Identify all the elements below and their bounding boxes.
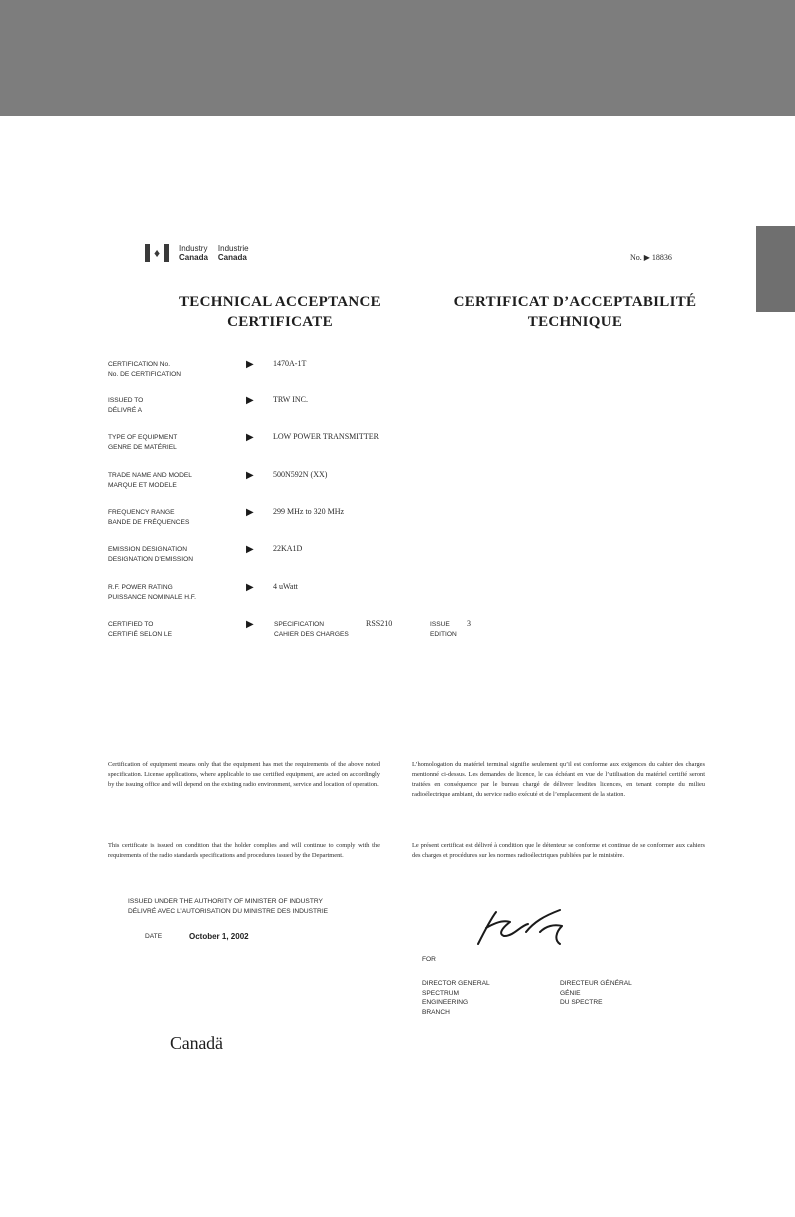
title-line: CERTIFICATE xyxy=(227,314,333,330)
field-label: CERTIFIED TO CERTIFIÉ SELON LE xyxy=(108,621,173,638)
paragraph-french-1: L’homologation du matériel terminal signifie seulement qu’il est conforme aux exigences du cahier des charges mentionné ci-dessus. Les demandes de licence, le cas échéant en vue de l’utilisation du matériel certifié seront traitées en conséquence par le bureau chargé de délivrer lesdites licences, en tenant compte du milieu radioélectrique ambiant, du service radio exécuté et de l’emplacement de la station. xyxy=(412,761,705,798)
field-label: TYPE OF EQUIPMENT GENRE DE MATÉRIEL xyxy=(108,434,178,451)
date-label: DATE xyxy=(145,933,163,940)
field-value: 1470A-1T xyxy=(273,359,307,368)
authority-line-fr: DÉLIVRÉ AVEC L’AUTORISATION DU MINISTRE DES INDUSTRIE xyxy=(128,908,329,915)
specification-value: RSS210 xyxy=(366,619,393,628)
field-value: 4 uWatt xyxy=(273,582,298,591)
field-label: TRADE NAME AND MODEL MARQUE ET MODELE xyxy=(108,472,192,489)
field-trade-name-model xyxy=(108,471,528,497)
paragraph-french-2: Le présent certificat est délivré à condition que le détenteur se conforme et continue de se conformer aux cahiers des charges et procédures sur les normes radioélectriques publiées par le ministère. xyxy=(412,842,705,859)
logo-word: Industrie xyxy=(217,244,249,253)
canada-flag-icon: ♦ xyxy=(145,244,169,262)
signature-image xyxy=(470,902,580,952)
title-line: TECHNICAL ACCEPTANCE xyxy=(178,294,381,310)
field-value: 500N592N (XX) xyxy=(273,470,328,479)
paragraph-english-2: This certificate is issued on condition that the holder complies and will continue to comply with the requirements of the radio standards specifications and procedures issued by the Department. xyxy=(108,842,380,859)
field-certification-number xyxy=(108,360,528,386)
field-rf-power-rating xyxy=(108,583,528,609)
arrow-icon: ▶ xyxy=(246,432,254,443)
arrow-icon: ▶ xyxy=(246,359,254,370)
top-gray-band xyxy=(0,0,795,116)
field-label: FREQUENCY RANGE BANDE DE FRÉQUENCES xyxy=(108,509,190,526)
side-section-tab xyxy=(756,226,795,312)
arrow-icon: ▶ xyxy=(246,507,254,518)
certificate-number: No. ▶ 18836 xyxy=(630,253,672,262)
canada-wordmark: Canadä xyxy=(170,1033,223,1053)
industry-canada-logo xyxy=(145,244,259,262)
title-english xyxy=(160,292,400,332)
field-frequency-range xyxy=(108,508,528,534)
arrow-icon: ▶ xyxy=(246,582,254,593)
field-label: ISSUED TO DÉLIVRÉ A xyxy=(108,397,144,414)
field-label: EMISSION DESIGNATION DESIGNATION D'EMISSION xyxy=(108,546,194,563)
issue-label: ISSUE EDITION xyxy=(430,621,457,638)
signatory-french: DIRECTEUR GÉNÉRAL GÉNIE DU SPECTRE xyxy=(560,980,632,1006)
field-label: CERTIFICATION No. No. DE CERTIFICATION xyxy=(108,361,182,378)
title-line: TECHNIQUE xyxy=(527,314,623,330)
specification-label: SPECIFICATION CAHIER DES CHARGES xyxy=(274,621,349,638)
field-value: 299 MHz to 320 MHz xyxy=(273,507,345,516)
arrow-icon: ▶ xyxy=(246,470,254,481)
arrow-icon: ▶ xyxy=(246,619,254,630)
logo-word: Canada xyxy=(179,253,208,262)
title-line: CERTIFICAT D’ACCEPTABILITÉ xyxy=(453,294,697,310)
arrow-icon: ▶ xyxy=(246,544,254,555)
field-label: R.F. POWER RATING PUISSANCE NOMINALE H.F. xyxy=(108,584,196,601)
authority-line-en: ISSUED UNDER THE AUTHORITY OF MINISTER OF INDUSTRY xyxy=(128,898,323,905)
signatory-english: DIRECTOR GENERAL SPECTRUM ENGINEERING BRANCH xyxy=(422,980,490,1016)
field-value: LOW POWER TRANSMITTER xyxy=(273,432,379,441)
field-value: TRW INC. xyxy=(273,395,308,404)
for-label: FOR xyxy=(422,956,436,963)
field-certified-to xyxy=(108,620,528,646)
issue-value: 3 xyxy=(467,619,471,628)
logo-word: Industry xyxy=(179,244,208,253)
field-type-of-equipment xyxy=(108,433,528,459)
authority-statement xyxy=(128,897,328,917)
title-french xyxy=(425,292,725,332)
date-value: October 1, 2002 xyxy=(189,932,249,941)
field-value: 22KA1D xyxy=(273,544,303,553)
field-issued-to xyxy=(108,396,528,422)
paragraph-english-1: Certification of equipment means only that the equipment has met the requirements of the above noted specification. License applications, where applicable to use certified equipment, are acted on accordingly by the issuing office and will depend on the existing radio environment, service and location of operation. xyxy=(108,761,380,788)
field-emission-designation xyxy=(108,545,528,571)
logo-word: Canada xyxy=(217,253,247,262)
logo-wordmark xyxy=(179,244,259,262)
arrow-icon: ▶ xyxy=(246,395,254,406)
